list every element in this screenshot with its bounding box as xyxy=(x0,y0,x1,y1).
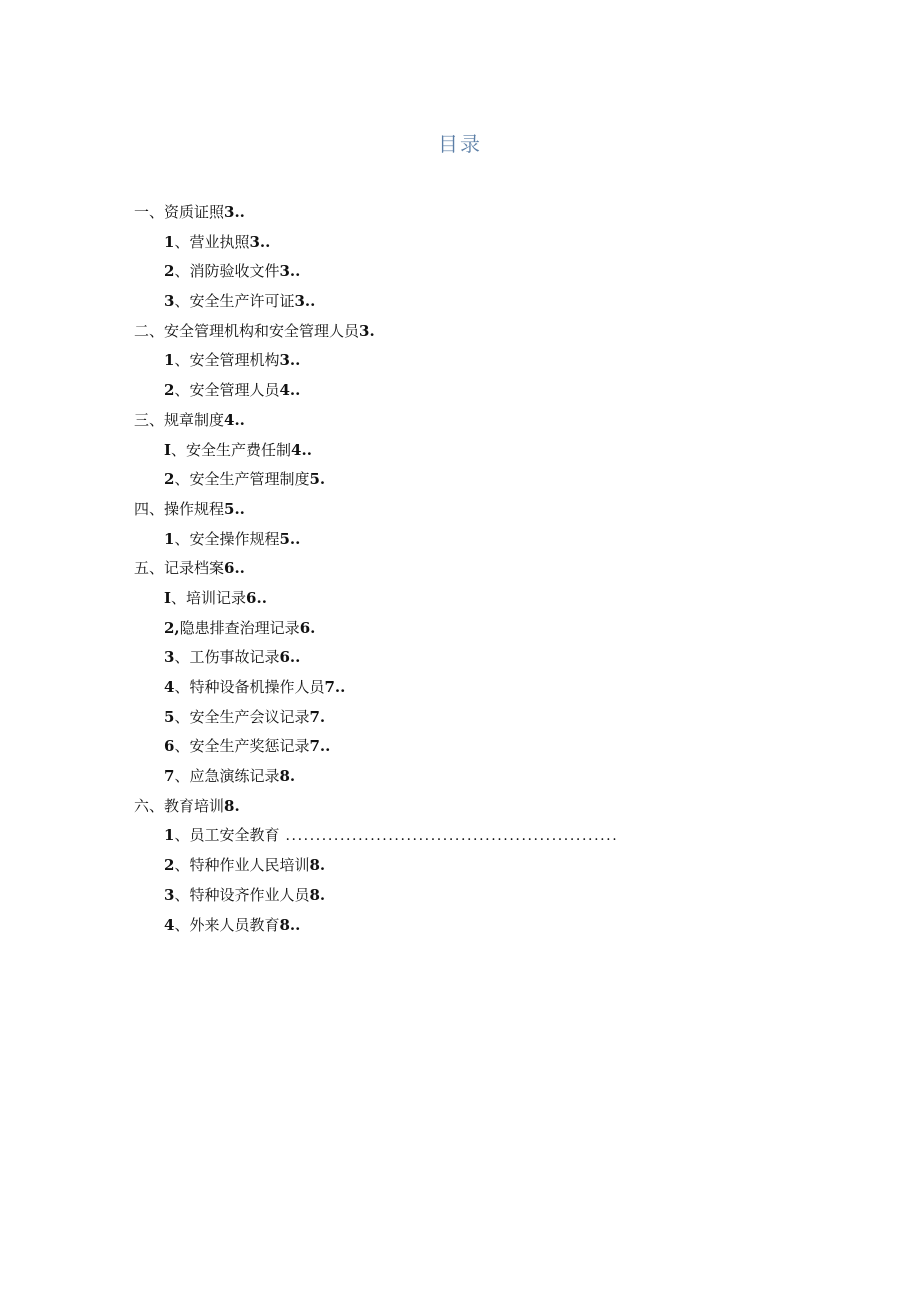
toc-entry-text: 、特种设齐作业人员 xyxy=(174,885,310,904)
toc-entry-text: 、安全管理机构 xyxy=(174,351,280,370)
toc-entry-number: 4 xyxy=(164,678,175,696)
toc-list xyxy=(134,200,814,942)
toc-entry-number: 2, xyxy=(164,618,180,637)
toc-entry-text: 一、资质证照 xyxy=(134,203,225,221)
toc-entry-number: 1 xyxy=(164,232,175,251)
toc-entry-text: 、安全生产管理制度 xyxy=(174,470,310,489)
toc-entry-page: 4.. xyxy=(224,410,245,429)
toc-entry-text: 、安全操作规程 xyxy=(174,529,280,548)
toc-entry-page: 8. xyxy=(309,856,326,875)
toc-entry-number: 3 xyxy=(164,885,175,904)
toc-entry-page: 6.. xyxy=(246,588,267,607)
toc-entry-page: 3.. xyxy=(224,203,245,221)
toc-entry[interactable] xyxy=(134,764,814,794)
toc-entry-page: 8. xyxy=(309,885,326,904)
toc-entry-text: 、安全生产许可证 xyxy=(174,292,295,311)
toc-entry-text: 、员工安全教育 xyxy=(174,826,280,845)
toc-entry-text: 六、教育培训 xyxy=(134,796,225,815)
toc-entry-number: I xyxy=(164,588,172,607)
toc-entry[interactable] xyxy=(134,734,814,764)
toc-entry[interactable] xyxy=(134,586,814,616)
toc-entry-number: 2 xyxy=(164,381,175,400)
toc-entry[interactable] xyxy=(134,705,814,735)
toc-entry-page: 3. xyxy=(359,321,375,340)
toc-entry-page: 4.. xyxy=(279,381,301,400)
toc-entry-text: 三、规章制度 xyxy=(134,410,225,429)
toc-entry[interactable] xyxy=(134,497,814,527)
toc-entry-page: 3.. xyxy=(249,232,271,251)
toc-entry-number: 7 xyxy=(164,767,175,786)
toc-entry-page: 8. xyxy=(279,767,296,786)
toc-entry-number: 2 xyxy=(164,856,175,875)
toc-entry[interactable] xyxy=(134,913,814,943)
toc-entry-number: 1 xyxy=(164,351,175,370)
toc-entry-text: 、工伤事故记录 xyxy=(174,648,280,667)
toc-entry[interactable] xyxy=(134,348,814,378)
toc-entry-page: 8.. xyxy=(279,915,301,934)
toc-entry[interactable] xyxy=(134,230,814,260)
toc-entry[interactable] xyxy=(134,823,814,853)
toc-entry[interactable] xyxy=(134,259,814,289)
toc-entry-page: 7. xyxy=(309,707,326,726)
toc-entry-text: 、营业执照 xyxy=(174,232,250,251)
toc-entry-page: 7.. xyxy=(309,737,331,756)
toc-entry-page: 5.. xyxy=(279,529,301,548)
toc-entry-page: 8. xyxy=(224,796,240,815)
toc-entry-text: 、安全生产费任制 xyxy=(171,440,292,459)
toc-entry[interactable] xyxy=(134,883,814,913)
toc-entry-page: 3.. xyxy=(294,292,316,311)
toc-entry-text: 五、记录档案 xyxy=(134,559,225,578)
toc-entry-page: 3.. xyxy=(279,351,301,370)
toc-entry-number: 4 xyxy=(164,915,175,934)
toc-entry-number: 3 xyxy=(164,648,175,667)
toc-entry-text: 四、操作规程 xyxy=(134,499,225,518)
toc-entry-text: 、特种设备机操作人员 xyxy=(174,678,325,696)
toc-entry[interactable] xyxy=(134,556,814,586)
toc-entry-number: 5 xyxy=(164,707,175,726)
toc-entry-page: 6. xyxy=(299,618,316,637)
toc-entry[interactable] xyxy=(134,438,814,468)
toc-entry-text: 、培训记录 xyxy=(171,588,247,607)
toc-entry-number: 2 xyxy=(164,470,175,489)
toc-entry[interactable] xyxy=(134,794,814,824)
toc-entry-page: 4.. xyxy=(291,440,312,459)
toc-entry[interactable] xyxy=(134,408,814,438)
toc-entry-text: 、安全生产奖惩记录 xyxy=(174,737,310,756)
toc-entry-number: 1 xyxy=(164,826,175,845)
toc-entry-text: 、安全生产会议记录 xyxy=(174,707,310,726)
toc-entry-text: 、特种作业人民培训 xyxy=(174,856,310,875)
toc-entry[interactable] xyxy=(134,853,814,883)
toc-entry-page: 6.. xyxy=(279,648,301,667)
toc-entry-text: 隐患排查治理记录 xyxy=(179,618,300,637)
toc-entry-leader: ....................................................... xyxy=(279,828,619,845)
toc-title: 目录 xyxy=(438,132,482,156)
toc-entry[interactable] xyxy=(134,645,814,675)
toc-entry-page: 7.. xyxy=(324,678,346,696)
toc-entry-text: 二、安全管理机构和安全管理人员 xyxy=(134,321,360,340)
toc-entry-page: 3.. xyxy=(279,262,301,281)
toc-entry-number: 1 xyxy=(164,529,175,548)
toc-entry[interactable] xyxy=(134,467,814,497)
toc-entry-page: 5. xyxy=(309,470,326,489)
toc-entry[interactable] xyxy=(134,675,814,705)
toc-entry-number: 3 xyxy=(164,292,175,311)
toc-entry-text: 、应急演练记录 xyxy=(174,767,280,786)
toc-entry[interactable] xyxy=(134,616,814,646)
toc-entry[interactable] xyxy=(134,289,814,319)
toc-entry-text: 、外来人员教育 xyxy=(174,915,280,934)
toc-entry[interactable] xyxy=(134,527,814,557)
toc-entry[interactable] xyxy=(134,200,814,230)
toc-entry-text: 、消防验收文件 xyxy=(174,262,280,281)
toc-entry[interactable] xyxy=(134,378,814,408)
toc-entry-page: 5.. xyxy=(224,499,245,518)
toc-entry-text: 、安全管理人员 xyxy=(174,381,280,400)
toc-entry-number: I xyxy=(164,440,172,459)
toc-entry-number: 2 xyxy=(164,262,175,281)
toc-entry-page: 6.. xyxy=(224,559,245,578)
toc-entry-number: 6 xyxy=(164,737,175,756)
toc-entry[interactable] xyxy=(134,319,814,349)
